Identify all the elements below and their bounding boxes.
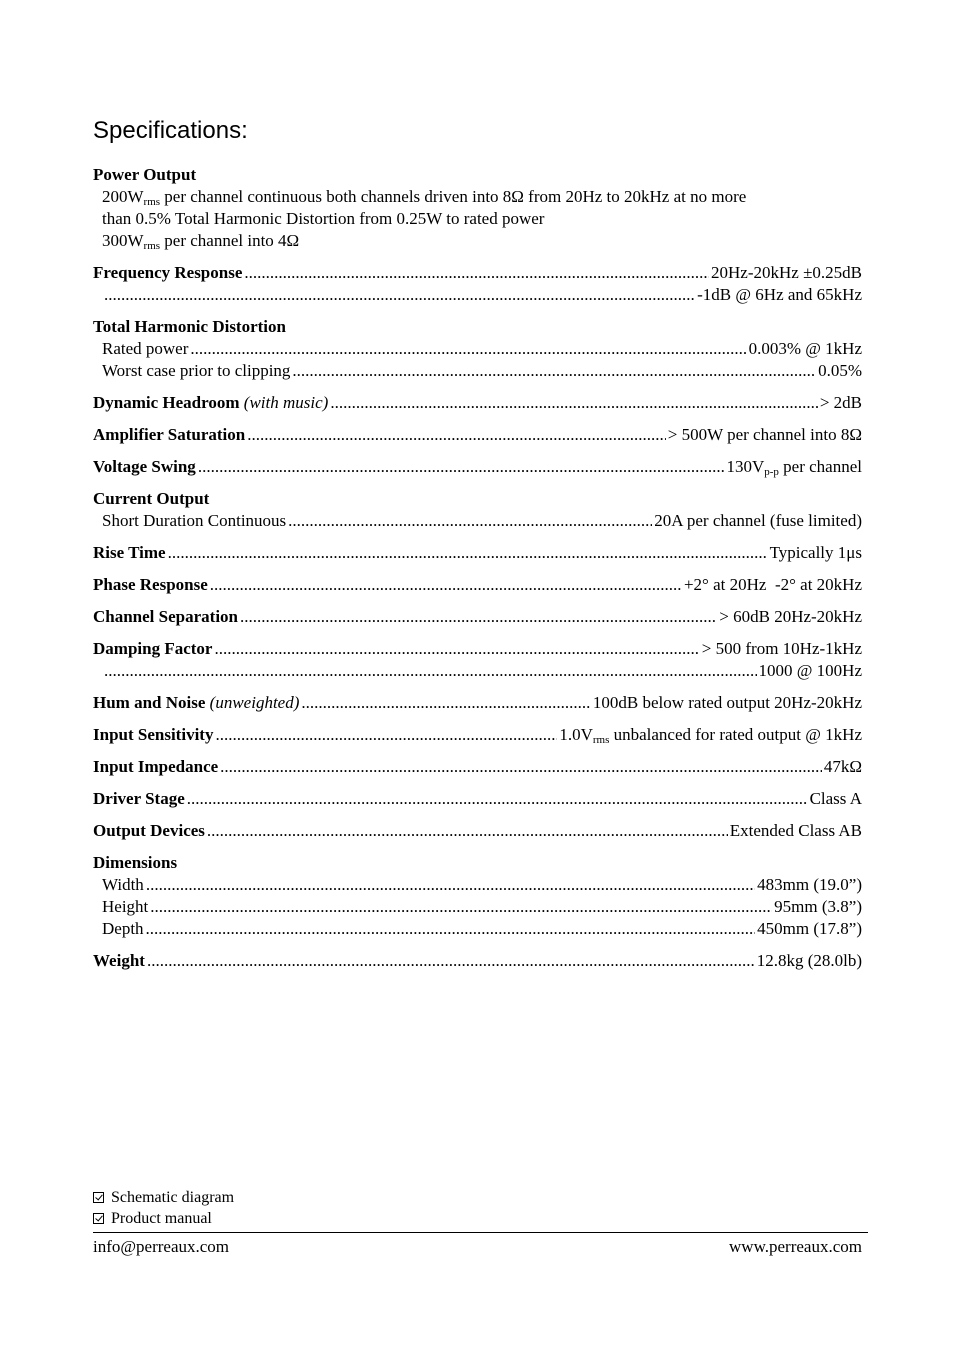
dot-leader <box>220 756 822 778</box>
checked-box-icon <box>93 1192 104 1203</box>
dot-leader <box>168 542 768 564</box>
spec-value: Extended Class AB <box>729 821 862 840</box>
spec-label: Damping Factor <box>93 639 213 658</box>
spec-value: 20A per channel (fuse limited) <box>654 511 862 530</box>
spec-channel-separation <box>93 606 862 628</box>
spec-sublabel: Width <box>102 875 144 894</box>
dot-leader <box>210 574 682 596</box>
spec-value: 20Hz-20kHz ±0.25dB <box>711 263 862 282</box>
spec-driver-stage <box>93 788 862 810</box>
spec-label: Dynamic Headroom (with music) <box>93 393 329 412</box>
spec-value: 483mm (19.0”) <box>757 875 862 894</box>
spec-label: Weight <box>93 951 145 970</box>
dot-leader <box>198 456 725 478</box>
spec-sublabel: Worst case prior to clipping <box>102 361 291 380</box>
spec-label: Power Output <box>93 165 197 184</box>
checklist-item: Product manual <box>93 1208 234 1229</box>
spec-label: Rise Time <box>93 543 166 562</box>
spec-hum-noise <box>93 692 862 714</box>
page-title: Specifications: <box>93 117 248 144</box>
included-items-checklist <box>93 1187 234 1229</box>
spec-value: > 2dB <box>819 393 862 412</box>
dot-leader <box>214 638 699 660</box>
spec-value: > 60dB 20Hz-20kHz <box>719 607 862 626</box>
spec-value: Class A <box>809 789 862 808</box>
spec-label: Input Impedance <box>93 757 219 776</box>
spec-value: 0.003% @ 1kHz <box>748 339 862 358</box>
spec-output-devices <box>93 820 862 842</box>
spec-value: 450mm (17.8”) <box>757 919 862 938</box>
spec-voltage-swing <box>93 456 862 478</box>
spec-text: $300W_{rms}$ per channel into 4Ω <box>102 231 300 252</box>
dot-leader <box>147 950 755 972</box>
dot-leader <box>190 338 746 360</box>
spec-label: Phase Response <box>93 575 208 594</box>
spec-value: 12.8kg (28.0lb) <box>756 951 862 970</box>
spec-label: Channel Separation <box>93 607 238 626</box>
spec-value: > 500 from 10Hz-1kHz <box>701 639 862 658</box>
spec-current-output <box>93 488 862 532</box>
spec-phase-response <box>93 574 862 596</box>
dot-leader <box>187 788 808 810</box>
spec-value: 100dB below rated output 20Hz-20kHz <box>592 693 862 712</box>
footer-divider <box>93 1232 868 1233</box>
spec-input-impedance <box>93 756 862 778</box>
dot-leader <box>104 284 695 306</box>
dot-leader <box>330 392 817 414</box>
spec-value: $1.0V_{rms}$ unbalanced for rated output @ 1kHz <box>559 725 862 746</box>
spec-input-sensitivity <box>93 724 862 746</box>
spec-frequency-response <box>93 262 862 306</box>
spec-power-output <box>93 164 862 252</box>
spec-label: Hum and Noise (unweighted) <box>93 693 300 712</box>
spec-label: Input Sensitivity <box>93 725 214 744</box>
spec-label: Dimensions <box>93 853 178 872</box>
spec-list <box>93 164 862 982</box>
dot-leader <box>146 918 756 940</box>
checklist-item: Schematic diagram <box>93 1187 234 1208</box>
dot-leader <box>150 896 772 918</box>
spec-text: than 0.5% Total Harmonic Distortion from 0.25W to rated power <box>102 209 545 228</box>
spec-text: $200W_{rms}$ per channel continuous both channels driven into 8Ω from 20Hz to 20kHz at no more <box>102 187 747 208</box>
footer-email[interactable]: info@perreaux.com <box>93 1237 230 1256</box>
spec-label: Output Devices <box>93 821 205 840</box>
checked-box-icon <box>93 1213 104 1224</box>
spec-thd <box>93 316 862 382</box>
dot-leader <box>207 820 728 842</box>
spec-value: 0.05% <box>818 361 862 380</box>
spec-label: Voltage Swing <box>93 457 196 476</box>
footer-website[interactable]: www.perreaux.com <box>729 1237 862 1256</box>
spec-dimensions <box>93 852 862 940</box>
dot-leader <box>247 424 666 446</box>
spec-sublabel: Depth <box>102 919 144 938</box>
spec-sublabel: Height <box>102 897 149 916</box>
spec-amplifier-saturation <box>93 424 862 446</box>
spec-value: > 500W per channel into 8Ω <box>667 425 862 444</box>
spec-sublabel: Short Duration Continuous <box>102 511 287 530</box>
spec-value: 47kΩ <box>823 757 862 776</box>
spec-label: Frequency Response <box>93 263 243 282</box>
spec-value: -1dB @ 6Hz and 65kHz <box>697 285 862 304</box>
spec-value: 1000 @ 100Hz <box>758 661 862 680</box>
spec-value: Typically 1μs <box>769 543 862 562</box>
dot-leader <box>104 660 757 682</box>
spec-value: 95mm (3.8”) <box>774 897 862 916</box>
spec-dynamic-headroom <box>93 392 862 414</box>
spec-value: $130V_{p-p}$ per channel <box>726 457 862 478</box>
dot-leader <box>240 606 717 628</box>
spec-sublabel: Rated power <box>102 339 189 358</box>
spec-label: Driver Stage <box>93 789 185 808</box>
dot-leader <box>288 510 652 532</box>
spec-damping-factor <box>93 638 862 682</box>
spec-label: Total Harmonic Distortion <box>93 317 286 336</box>
dot-leader <box>301 692 591 714</box>
dot-leader <box>244 262 709 284</box>
dot-leader <box>215 724 557 746</box>
spec-weight <box>93 950 862 972</box>
dot-leader <box>146 874 755 896</box>
spec-label: Current Output <box>93 489 210 508</box>
spec-value: +2° at 20Hz -2° at 20kHz <box>683 575 862 594</box>
spec-rise-time <box>93 542 862 564</box>
dot-leader <box>292 360 816 382</box>
spec-label: Amplifier Saturation <box>93 425 246 444</box>
